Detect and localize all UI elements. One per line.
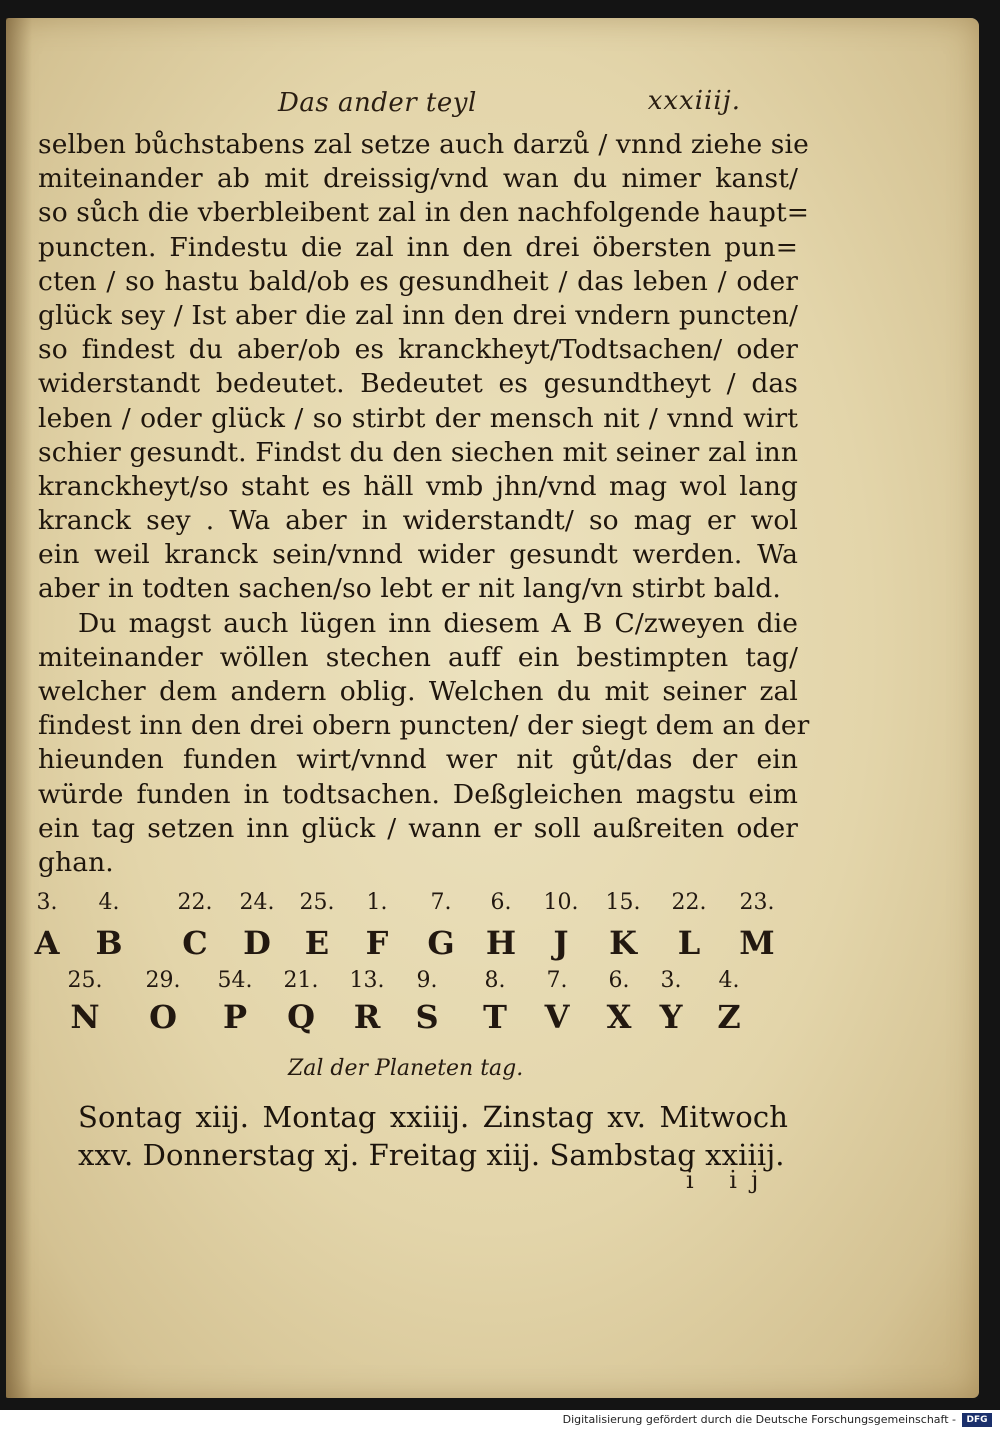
letter-number: 1. [366,890,388,915]
alphabet-letter: O [149,998,177,1036]
running-head [6,76,979,116]
text-line: widerstandt bedeutet. Bedeutet es gesundtheyt / das [38,368,798,400]
letter-number: 6. [608,968,630,993]
signature-mark: i ij [686,1166,773,1194]
book-page [6,18,979,1398]
alphabet-letter: Z [717,998,741,1036]
alphabet-letter: V [544,998,570,1036]
letter-number: 4. [98,890,120,915]
alphabet-letter: L [677,924,701,962]
alphabet-letter: R [353,998,381,1036]
text-line: ghan. [38,846,114,878]
alphabet-letter: T [483,998,507,1036]
planet-days-heading: Zal der Planeten tag. [288,1056,524,1081]
letter-number: 9. [416,968,438,993]
letter-number: 3. [36,890,58,915]
text-line: leben / oder glück / so stirbt der mensch nit / vnnd wirt [38,402,798,434]
letter-number: 29. [145,968,181,993]
letter-number: 25. [299,890,335,915]
alphabet-letter: A [34,924,60,962]
text-line: kranckheyt/so staht es häll vmb jhn/vnd mag wol lang [38,470,798,502]
alphabet-letter: B [95,924,123,962]
text-line: hieunden funden wirt/vnnd wer nit gůt/das der ein [38,744,798,776]
letter-number: 3. [660,968,682,993]
text-line: selben bůchstabens zal setze auch darzů / vnnd ziehe sie [38,129,809,160]
letter-number: 25. [67,968,103,993]
letter-number: 54. [217,968,253,993]
text-line: Du magst auch lügen inn diesem A B C/zweyen die [78,607,798,639]
text-line: puncten. Findestu die zal inn den drei öbersten pun= [38,231,798,263]
alphabet-letter: Y [659,998,683,1036]
text-line: würde funden in todtsachen. Deßgleichen magstu eim [38,778,798,810]
letter-number: 4. [718,968,740,993]
alphabet-row1-letters [6,924,979,964]
text-line: findest inn den drei obern puncten/ der siegt dem an der [38,710,810,742]
letter-number: 13. [349,968,385,993]
alphabet-row2-letters [6,998,979,1038]
letter-number: 8. [484,968,506,993]
text-line: glück sey / Ist aber die zal inn den drei vndern puncten/ [38,299,798,331]
alphabet-letter: P [222,998,248,1036]
letter-number: 22. [177,890,213,915]
text-line: so findest du aber/ob es kranckheyt/Todtsachen/ oder [38,334,798,366]
alphabet-letter: F [365,924,389,962]
dfg-logo[interactable]: DFG [962,1413,992,1427]
letter-number: 6. [490,890,512,915]
text-line: schier gesundt. Findst du den siechen mit seiner zal inn [38,436,798,468]
alphabet-letter: J [553,924,569,962]
letter-number: 24. [239,890,275,915]
alphabet-letter: N [70,998,100,1036]
planet-days-text [78,1098,788,1174]
alphabet-letter: E [304,924,330,962]
text-line: ein tag setzen inn glück / wann er soll außreiten oder [38,812,798,844]
text-line: ein weil kranck sein/vnnd wider gesundt werden. Wa [38,539,798,571]
text-line: miteinander wöllen stechen auff ein bestimpten tag/ [38,641,798,673]
text-line: aber in todten sachen/so lebt er nit lang/vn stirbt bald. [38,573,781,605]
running-head-title: Das ander teyl [278,88,477,118]
text-line: welcher dem andern oblig. Welchen du mit seiner zal [38,676,798,707]
footer-credit: Digitalisierung gefördert durch die Deutsche Forschungsgemeinschaft - [562,1413,956,1426]
text-line: so sůch die vberbleibent zal in den nachfolgende haupt= [38,197,809,229]
alphabet-letter: G [427,924,455,962]
alphabet-letter: K [609,924,637,962]
alphabet-letter: D [243,924,271,962]
body-text [38,128,810,880]
letter-number: 15. [605,890,641,915]
text-line: cten / so hastu bald/ob es gesundheit / das leben / oder [38,265,798,297]
alphabet-letter: X [606,998,632,1036]
letter-number: 7. [546,968,568,993]
planet-days-line: xxv. Donnerstag xj. Freitag xiij. Sambstag xxiiij. [78,1138,785,1172]
alphabet-letter: M [739,924,775,962]
footer-bar [0,1410,1000,1432]
folio-number: xxxiiij. [647,86,741,116]
letter-number: 21. [283,968,319,993]
alphabet-letter: Q [287,998,315,1036]
alphabet-letter: H [485,924,517,962]
text-line: kranck sey . Wa aber in widerstandt/ so mag er wol [38,505,798,537]
letter-number: 10. [543,890,579,915]
planet-days-line: Sontag xiij. Montag xxiiij. Zinstag xv. Mitwoch [78,1100,788,1134]
text-line: miteinander ab mit dreissig/vnd wan du nimer kanst/ [38,163,798,195]
alphabet-letter: S [415,998,439,1036]
letter-number: 7. [430,890,452,915]
letter-number: 23. [739,890,775,915]
alphabet-letter: C [182,924,208,962]
letter-number: 22. [671,890,707,915]
